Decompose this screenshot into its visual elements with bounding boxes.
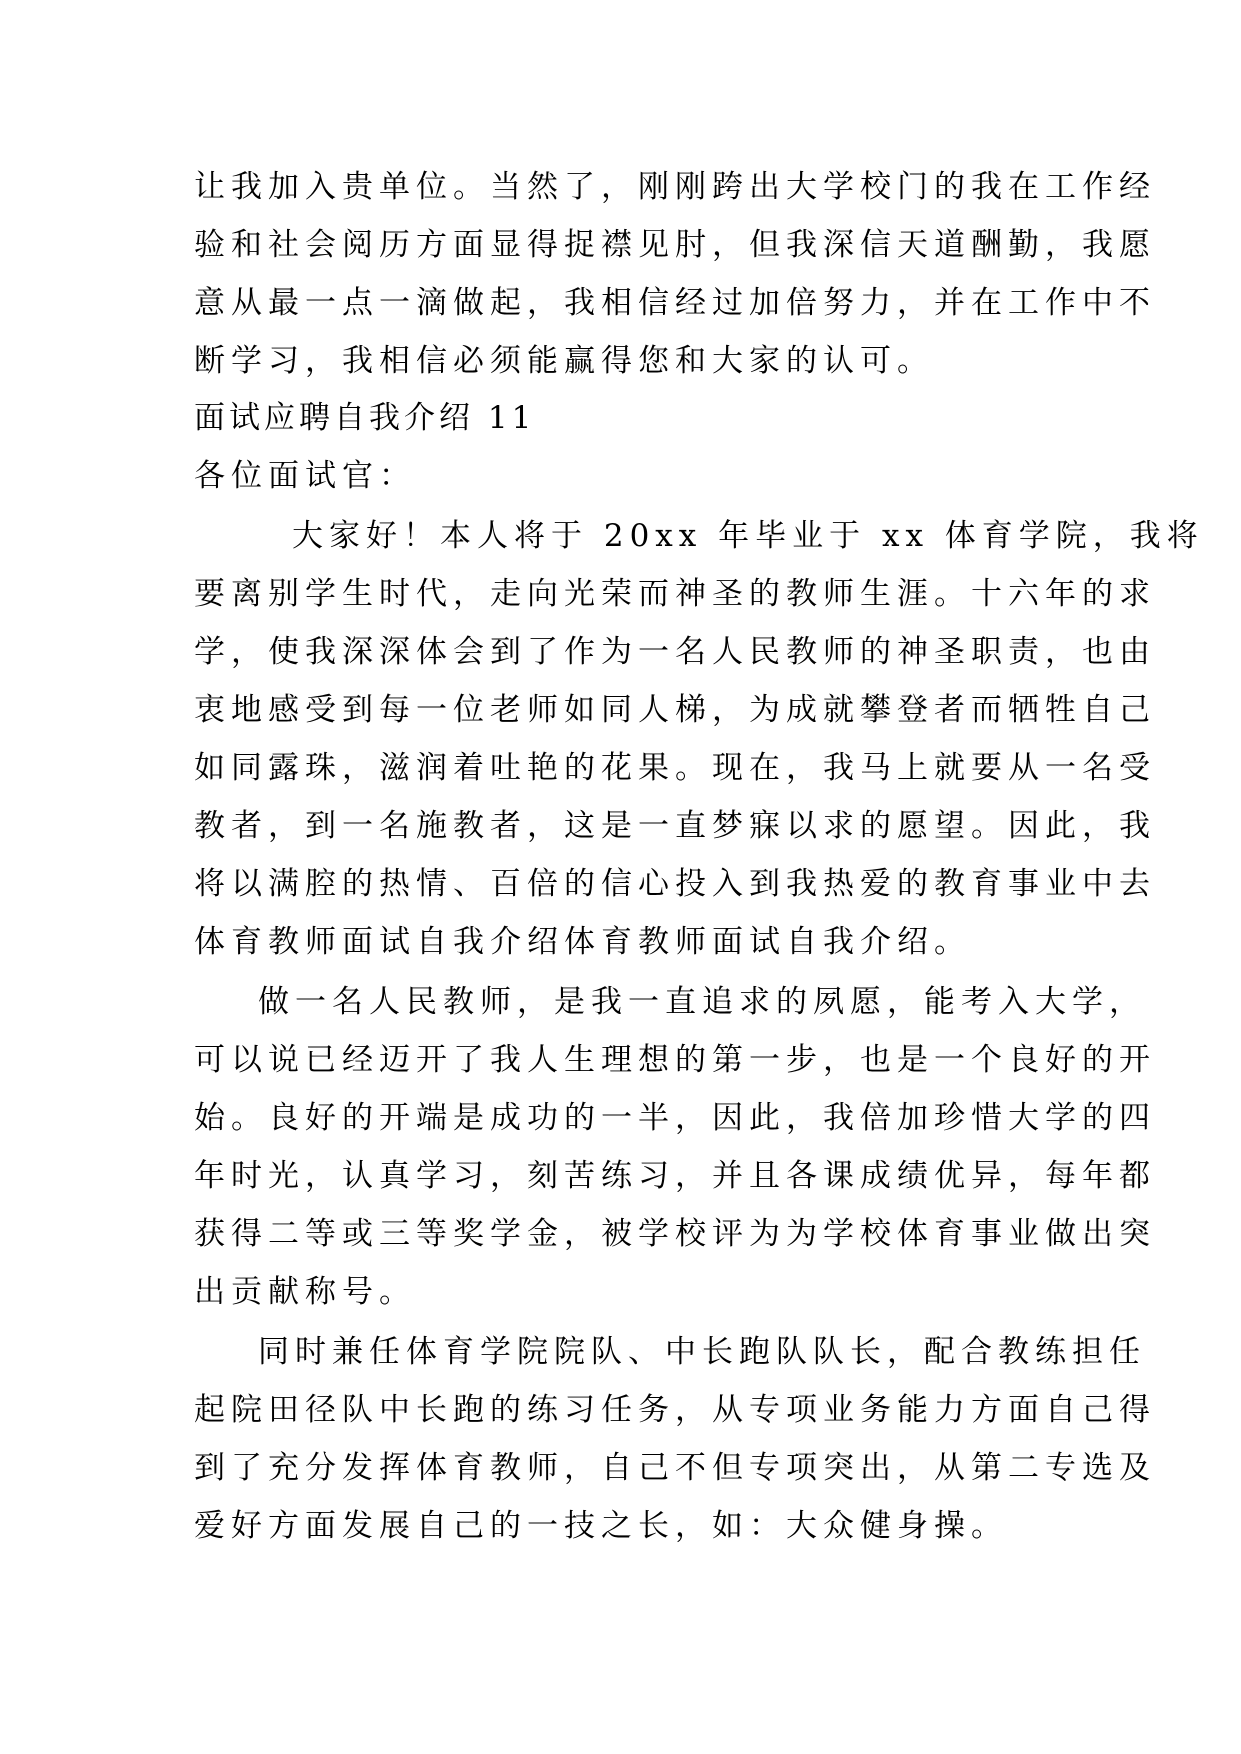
paragraph-line: 同时兼任体育学院院队、中长跑队队长，配合教练担任 bbox=[258, 1334, 1146, 1370]
paragraph-line: 将以满腔的热情、百倍的信心投入到我热爱的教育事业中去 bbox=[194, 866, 1156, 902]
paragraph-line: 要离别学生时代，走向光荣而神圣的教师生涯。十六年的求 bbox=[194, 576, 1156, 612]
paragraph-line: 教者，到一名施教者，这是一直梦寐以求的愿望。因此，我 bbox=[194, 808, 1156, 844]
paragraph-line: 体育教师面试自我介绍体育教师面试自我介绍。 bbox=[194, 924, 971, 960]
salutation: 各位面试官： bbox=[194, 458, 416, 494]
paragraph-line: 年时光，认真学习，刻苦练习，并且各课成绩优异，每年都 bbox=[194, 1158, 1156, 1194]
paragraph-line: 爱好方面发展自己的一技之长，如：大众健身操。 bbox=[194, 1508, 1008, 1544]
paragraph-line: 意从最一点一滴做起，我相信经过加倍努力，并在工作中不 bbox=[194, 285, 1156, 321]
paragraph-line: 起院田径队中长跑的练习任务，从专项业务能力方面自己得 bbox=[194, 1392, 1156, 1428]
paragraph-line: 获得二等或三等奖学金，被学校评为为学校体育事业做出突 bbox=[194, 1216, 1156, 1252]
paragraph-line: 可以说已经迈开了我人生理想的第一步，也是一个良好的开 bbox=[194, 1042, 1156, 1078]
paragraph-line: 始。良好的开端是成功的一半，因此，我倍加珍惜大学的四 bbox=[194, 1100, 1156, 1136]
paragraph-line: 验和社会阅历方面显得捉襟见肘，但我深信天道酬勤，我愿 bbox=[194, 227, 1156, 263]
section-heading: 面试应聘自我介绍 11 bbox=[194, 400, 536, 436]
paragraph-line: 学，使我深深体会到了作为一名人民教师的神圣职责，也由 bbox=[194, 634, 1156, 670]
paragraph-line: 出贡献称号。 bbox=[194, 1274, 416, 1310]
paragraph-line: 大家好！本人将于 20xx 年毕业于 xx 体育学院，我将 bbox=[292, 518, 1204, 554]
paragraph-line: 到了充分发挥体育教师，自己不但专项突出，从第二专选及 bbox=[194, 1450, 1156, 1486]
paragraph-line: 让我加入贵单位。当然了，刚刚跨出大学校门的我在工作经 bbox=[194, 169, 1156, 205]
paragraph-line: 如同露珠，滋润着吐艳的花果。现在，我马上就要从一名受 bbox=[194, 750, 1156, 786]
paragraph-line: 断学习，我相信必须能赢得您和大家的认可。 bbox=[194, 343, 934, 379]
paragraph-line: 衷地感受到每一位老师如同人梯，为成就攀登者而牺牲自己 bbox=[194, 692, 1156, 728]
paragraph-line: 做一名人民教师，是我一直追求的夙愿，能考入大学， bbox=[258, 984, 1146, 1020]
